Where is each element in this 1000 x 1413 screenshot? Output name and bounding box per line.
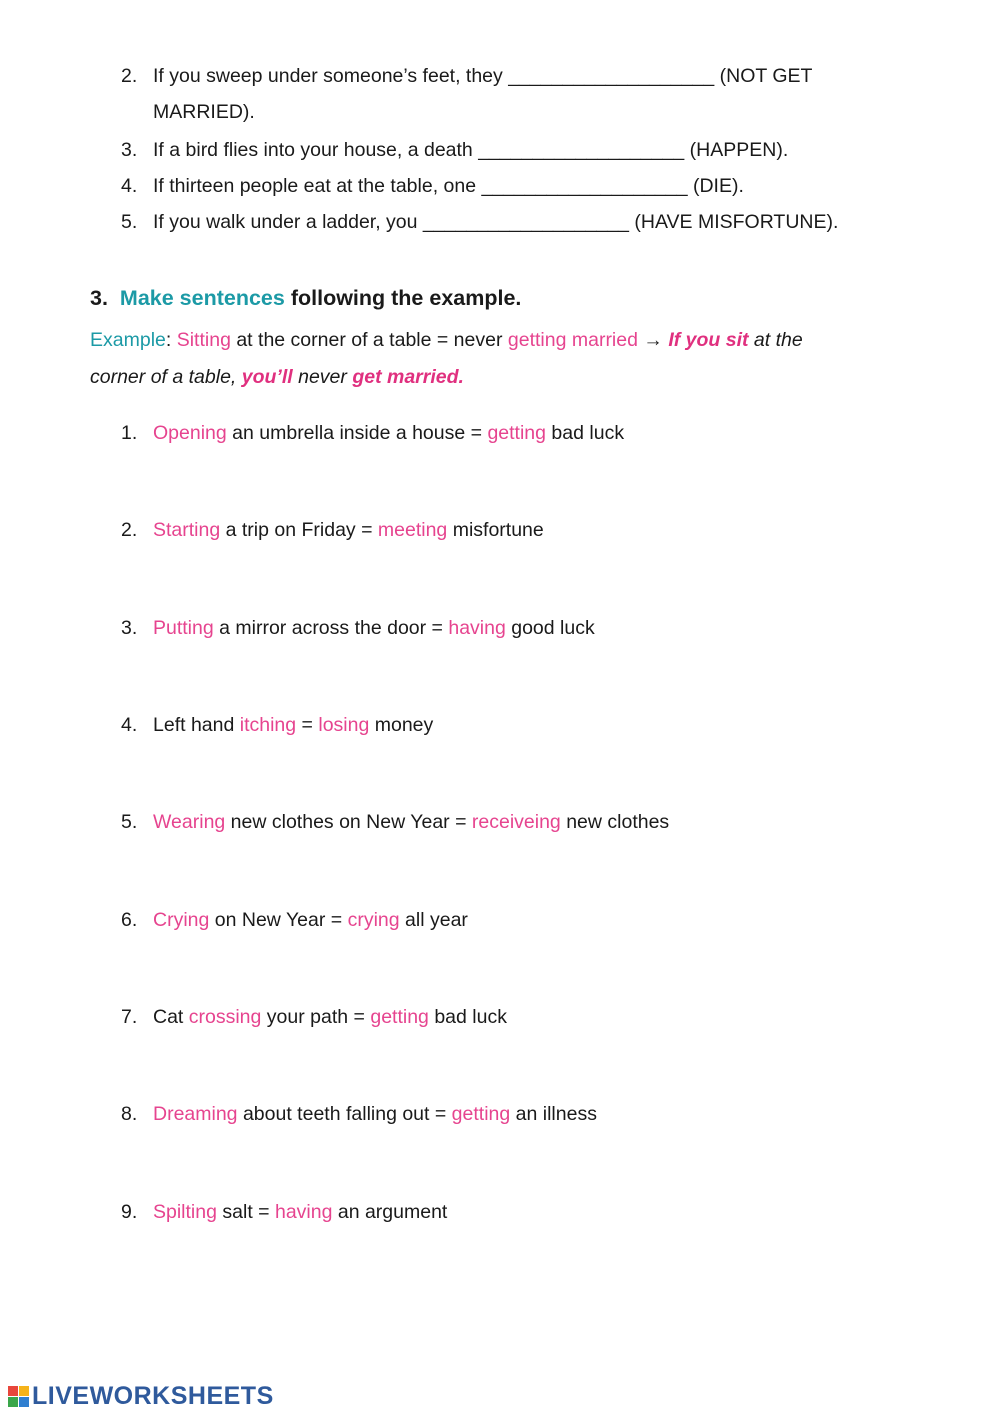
example-answer-text: corner of a table, <box>90 366 242 388</box>
arrow-icon: → <box>637 329 669 351</box>
item-text <box>153 1200 447 1224</box>
item-number: 7. <box>121 1006 138 1028</box>
item-number: 8. <box>121 1103 138 1125</box>
exercise-item <box>0 1200 1000 1224</box>
plain-text: salt = <box>216 1201 275 1223</box>
item-number: 3. <box>121 617 138 639</box>
highlighted-word: Dreaming <box>153 1103 238 1125</box>
logo-tile <box>19 1397 29 1407</box>
example-answer-text: at the <box>748 329 803 351</box>
logo-tile <box>8 1386 18 1396</box>
item-number: 2. <box>121 65 138 87</box>
highlighted-word: Starting <box>153 519 221 541</box>
example-label: Example <box>90 329 166 351</box>
plain-text: new clothes <box>560 811 670 833</box>
item-text: If a bird flies into your house, a death ___________________ (HAPPEN). <box>153 139 789 161</box>
item-number: 5. <box>121 211 138 233</box>
plain-text: a mirror across the door = <box>213 617 449 639</box>
logo-text: LIVEWORKSHEETS <box>32 1381 274 1410</box>
item-text <box>153 616 595 640</box>
prev-exercise-item <box>0 174 1000 198</box>
plain-text: money <box>369 714 434 736</box>
item-number: 6. <box>121 909 138 931</box>
plain-text: new clothes on New Year = <box>225 811 472 833</box>
example-line-2 <box>90 365 464 389</box>
item-text: If thirteen people eat at the table, one ___________________ (DIE). <box>153 175 744 197</box>
exercise-item <box>0 713 1000 737</box>
highlighted-word: meeting <box>377 519 448 541</box>
example-answer-highlight: get married. <box>352 366 464 388</box>
liveworksheets-logo <box>8 1381 274 1411</box>
example-answer-text: never <box>292 366 353 388</box>
highlighted-word: crossing <box>188 1006 262 1028</box>
item-text <box>153 908 468 932</box>
highlighted-word: receiveing <box>471 811 561 833</box>
item-text <box>153 518 544 542</box>
item-number: 9. <box>121 1201 138 1223</box>
exercise-item <box>0 616 1000 640</box>
highlighted-word: Opening <box>153 422 227 444</box>
plain-text: an illness <box>510 1103 597 1125</box>
section-heading <box>90 286 521 310</box>
exercise-item <box>0 908 1000 932</box>
plain-text: bad luck <box>428 1006 507 1028</box>
example-answer-highlight: you’ll <box>241 366 293 388</box>
highlighted-word: getting <box>487 422 547 444</box>
plain-text: about teeth falling out = <box>237 1103 452 1125</box>
highlighted-word: Putting <box>153 617 214 639</box>
liveworksheets-logo-icon <box>8 1386 29 1407</box>
highlighted-word: itching <box>239 714 297 736</box>
plain-text: your path = <box>261 1006 371 1028</box>
plain-text: an argument <box>332 1201 448 1223</box>
highlighted-word: losing <box>318 714 370 736</box>
item-text <box>153 1102 597 1126</box>
logo-tile <box>8 1397 18 1407</box>
prev-exercise-item <box>0 210 1000 234</box>
item-text: If you sweep under someone’s feet, they ___________________ (NOT GET <box>153 65 813 87</box>
prev-exercise-item <box>0 138 1000 162</box>
item-text <box>153 713 433 737</box>
section-title-rest: following the example. <box>284 286 522 310</box>
item-text <box>153 1005 507 1029</box>
plain-text: all year <box>399 909 468 931</box>
highlighted-word: getting <box>370 1006 429 1028</box>
highlighted-word: crying <box>347 909 400 931</box>
plain-text: a trip on Friday = <box>220 519 378 541</box>
highlighted-word: Crying <box>153 909 210 931</box>
exercise-item <box>0 810 1000 834</box>
item-number: 4. <box>121 175 138 197</box>
example-text: at the corner of a table = never <box>230 329 508 351</box>
exercise-item <box>0 1102 1000 1126</box>
item-number: 4. <box>121 714 138 736</box>
item-number: 1. <box>121 422 138 444</box>
item-number: 5. <box>121 811 138 833</box>
highlighted-word: getting <box>451 1103 511 1125</box>
plain-text: an umbrella inside a house = <box>226 422 488 444</box>
plain-text: bad luck <box>546 422 625 444</box>
exercise-item <box>0 421 1000 445</box>
item-number: 3. <box>121 139 138 161</box>
plain-text: Left hand <box>153 714 240 736</box>
prev-exercise-item <box>0 64 1000 88</box>
logo-tile <box>19 1386 29 1396</box>
section-number: 3. <box>90 286 108 310</box>
highlighted-word: having <box>448 617 506 639</box>
plain-text: Cat <box>153 1006 189 1028</box>
highlighted-word: Spilting <box>153 1201 217 1223</box>
example-verb: Sitting <box>176 329 231 351</box>
item-number: 2. <box>121 519 138 541</box>
example-colon: : <box>165 329 177 351</box>
example-answer-highlight: If you sit <box>668 329 749 351</box>
plain-text: on New Year = <box>209 909 348 931</box>
example-verb: getting married <box>507 329 638 351</box>
exercise-item <box>0 518 1000 542</box>
plain-text: = <box>296 714 319 736</box>
item-text: If you walk under a ladder, you ___________________ (HAVE MISFORTUNE). <box>153 211 839 233</box>
exercise-item <box>0 1005 1000 1029</box>
item-text: MARRIED). <box>153 101 255 123</box>
highlighted-word: having <box>274 1201 333 1223</box>
example-line-1 <box>90 328 803 352</box>
section-title-highlight: Make sentences <box>119 286 285 310</box>
plain-text: good luck <box>505 617 595 639</box>
highlighted-word: Wearing <box>153 811 226 833</box>
plain-text: misfortune <box>447 519 544 541</box>
item-text <box>153 421 624 445</box>
prev-exercise-item-continuation <box>0 100 1000 124</box>
item-text <box>153 810 669 834</box>
